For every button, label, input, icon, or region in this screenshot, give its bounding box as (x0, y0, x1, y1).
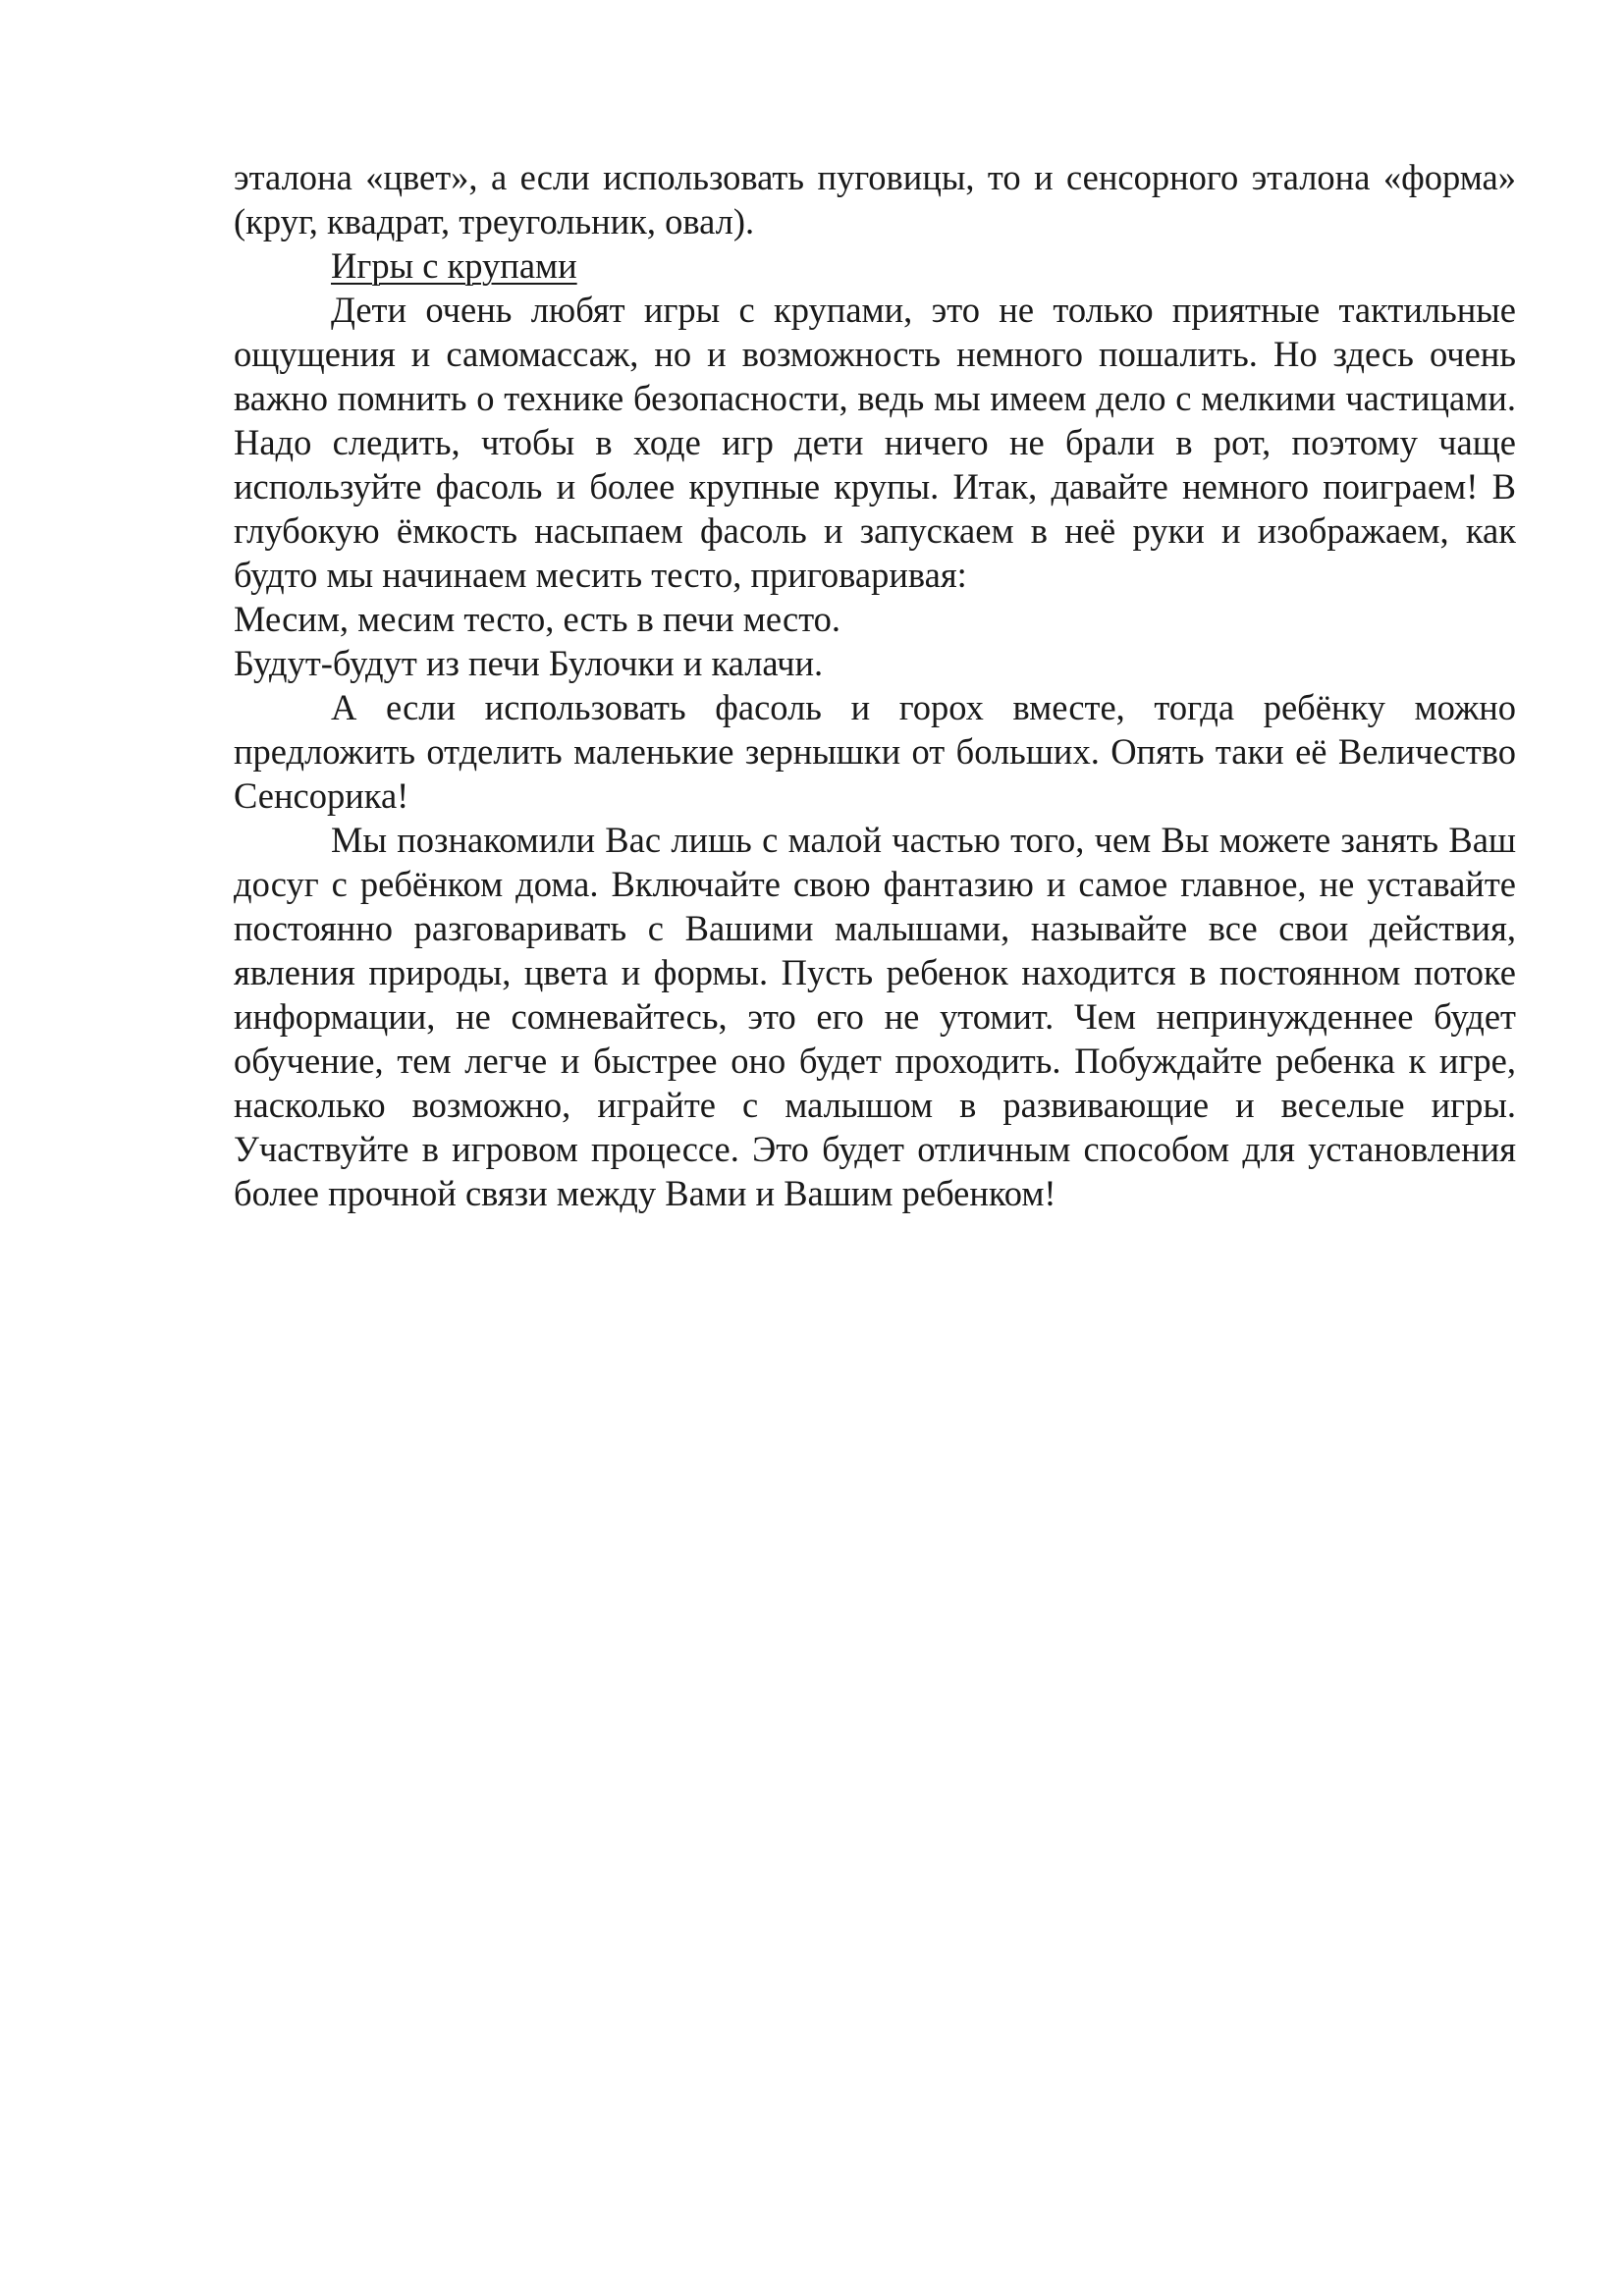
paragraph-beans-peas: А если использовать фасоль и горох вместе, тогда ребёнку можно предложить отделить маленькие зернышки от больших. Опять таки её Величество Сенсорика! (234, 687, 1516, 816)
section-heading (234, 243, 1516, 288)
paragraph-grain-games: Дети очень любят игры с крупами, это не только приятные тактильные ощущения и самомассаж, но и возможность немного пошалить. Но здесь очень важно помнить о технике безопасности, ведь мы имеем дело с мелкими частицами. Надо следить, чтобы в ходе игр дети ничего не брали в рот, поэтому чаще используйте фасоль и более крупные крупы. Итак, давайте немного поиграем! В глубокую ёмкость насыпаем фасоль и запускаем в неё руки и изображаем, как будто мы начинаем месить тесто, приговаривая: (234, 290, 1516, 595)
verse-line-1: Месим, месим тесто, есть в печи место. (234, 599, 841, 639)
paragraph-continuation: эталона «цвет», а если использовать пуговицы, то и сенсорного эталона «форма» (круг, квадрат, треугольник, овал). (234, 157, 1516, 241)
paragraph-conclusion: Мы познакомили Вас лишь с малой частью того, чем Вы можете занять Ваш досуг с ребёнком дома. Включайте свою фантазию и самое главное, не уставайте постоянно разговаривать с Вашими малышами, называйте все свои действия, явления природы, цвета и формы. Пусть ребенок находится в постоянном потоке информации, не сомневайтесь, это его не утомит. Чем непринужденнее будет обучение, тем легче и быстрее оно будет проходить. Побуждайте ребенка к игре, насколько возможно, играйте с малышом в развивающие и веселые игры. Участвуйте в игровом процессе. Это будет отличным способом для установления более прочной связи между Вами и Вашим ребенком! (234, 820, 1516, 1213)
section-heading-text: Игры с крупами (331, 245, 577, 286)
verse-line-2: Будут-будут из печи Булочки и калачи. (234, 643, 824, 683)
document-body (234, 155, 1516, 1215)
